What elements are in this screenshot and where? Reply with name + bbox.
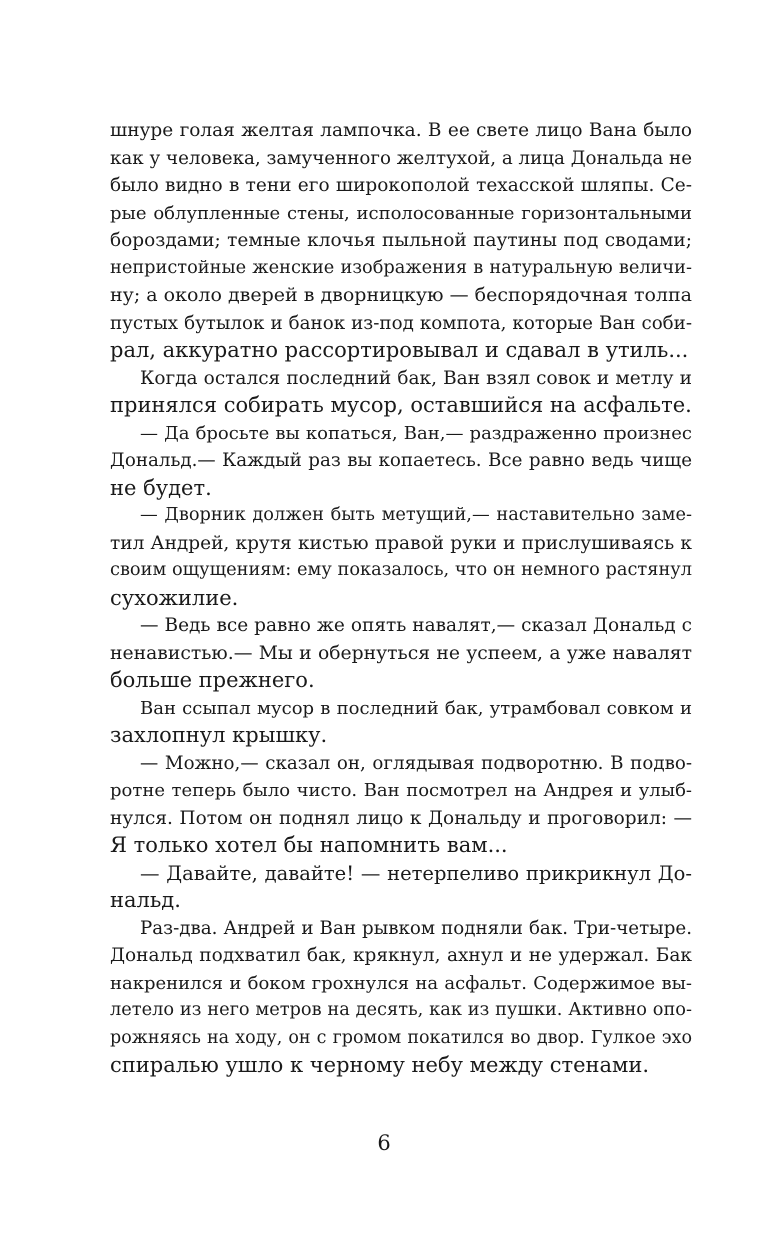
text-line: Я только хотел бы напомнить вам...	[110, 833, 508, 857]
text-line: сухожилие.	[110, 585, 239, 610]
text-line: бороздами; темные клочья пыльной паутины под сводами;	[110, 230, 692, 251]
text-line: Когда остался последний бак, Ван взял совок и метлу и	[140, 367, 692, 389]
text-line: рал, аккуратно рассортировывал и сдавал в утиль...	[110, 338, 689, 362]
text-line: ну; а около дверей в дворницкую — беспорядочная толпа	[110, 284, 692, 306]
text-line: рожняясь на ходу, он с громом покатился во двор. Гулкое эхо	[110, 1027, 692, 1048]
text-line: ненавистью.— Мы и обернуться не успеем, а уже навалят	[110, 642, 692, 664]
text-line: захлопнул крышку.	[110, 723, 328, 747]
text-line: не будет.	[110, 475, 212, 500]
text-line: как у человека, замученного желтухой, а лица Дональда не	[110, 147, 692, 169]
text-line: — Ведь все равно же опять навалят,— сказал Дональд с	[140, 615, 692, 636]
text-line: нулся. Потом он поднял лицо к Дональду и проговорил: —	[110, 807, 692, 829]
text-line: — Давайте, давайте! — нетерпеливо прикрикнул До-	[140, 861, 692, 885]
text-line: Дональд подхватил бак, крякнул, ахнул и не удержал. Бак	[110, 945, 692, 966]
text-line: спиралью ушло к черному небу между стенами.	[110, 1053, 650, 1077]
text-line: — Да бросьте вы копаться, Ван,— раздраженно произнес	[140, 422, 692, 444]
text-line: тил Андрей, крутя кистью правой руки и прислушиваясь к	[110, 532, 692, 554]
text-line: было видно в тени его широкополой техасской шляпы. Се-	[110, 175, 692, 196]
page-number: 6	[377, 1131, 391, 1155]
text-line: рые облупленные стены, исполосованные горизонтальными	[110, 202, 692, 224]
text-line: больше прежнего.	[110, 668, 315, 692]
text-line: своим ощущениям: ему показалось, что он немного растянул	[110, 560, 692, 580]
body-text	[110, 117, 692, 1080]
text-line: летело из него метров на десять, как из пушки. Активно опо-	[110, 1000, 692, 1020]
text-line: — Можно,— сказал он, оглядывая подворотню. В подво-	[140, 752, 692, 774]
text-line: накренился и боком грохнулся на асфальт. Содержимое вы-	[110, 972, 692, 994]
text-line: пустых бутылок и банок из-под компота, которые Ван соби-	[110, 312, 692, 334]
text-line: Дональд.— Каждый раз вы копаетесь. Все равно ведь чище	[110, 450, 692, 471]
text-line: ротне теперь было чисто. Ван посмотрел на Андрея и улыб-	[110, 780, 692, 801]
text-line: — Дворник должен быть метущий,— наставительно заме-	[140, 505, 692, 525]
text-line: непристойные женские изображения в натуральную величи-	[110, 257, 692, 278]
text-line: принялся собирать мусор, оставшийся на асфальте.	[110, 393, 692, 417]
text-line: шнуре голая желтая лампочка. В ее свете лицо Вана было	[110, 120, 692, 141]
text-line: Раз-два. Андрей и Ван рывком подняли бак. Три-четыре.	[140, 917, 692, 939]
text-line: нальд.	[110, 888, 181, 912]
text-line: Ван ссыпал мусор в последний бак, утрамбовал совком и	[140, 697, 692, 719]
